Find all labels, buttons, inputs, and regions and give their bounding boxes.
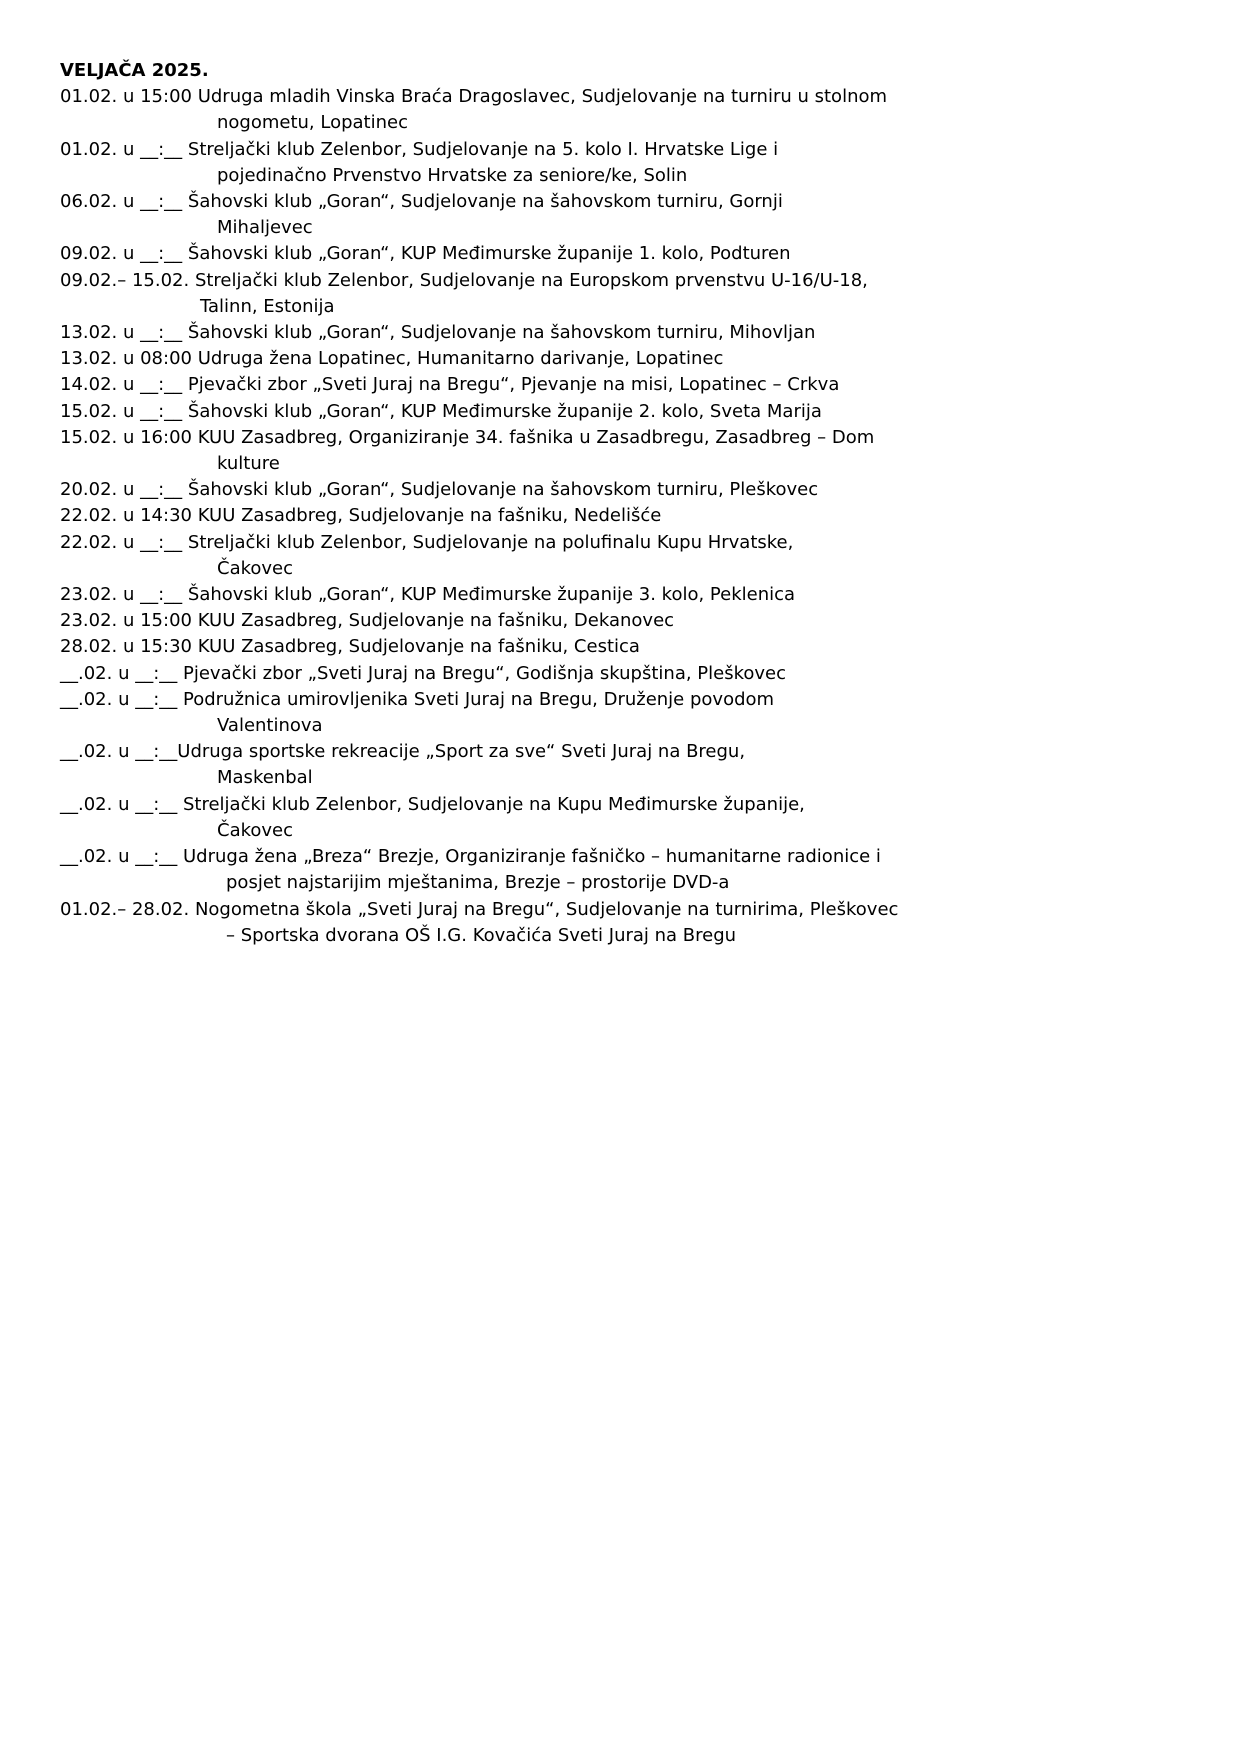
event-entry [60, 268, 1180, 320]
event-list [60, 84, 1180, 949]
event-continuation-line: posjet najstarijim mještanima, Brezje – prostorije DVD-a [226, 872, 730, 894]
event-line: __.02. u __:__ Udruga žena „Breza“ Brezje, Organiziranje fašničko – humanitarne radionice i [60, 846, 881, 868]
event-continuation-line: Mihaljevec [217, 217, 313, 239]
event-continuation-line: – Sportska dvorana OŠ I.G. Kovačića Sveti Juraj na Bregu [226, 924, 737, 946]
event-entry [60, 320, 1180, 346]
event-continuation-line: nogometu, Lopatinec [217, 112, 408, 134]
event-continuation-line: kulture [217, 453, 280, 475]
event-entry [60, 503, 1180, 529]
event-line: 01.02. u 15:00 Udruga mladih Vinska Braća Dragoslavec, Sudjelovanje na turniru u stolnom [60, 86, 888, 108]
event-line: 23.02. u 15:00 KUU Zasadbreg, Sudjelovanje na fašniku, Dekanovec [60, 610, 675, 632]
event-line: 28.02. u 15:30 KUU Zasadbreg, Sudjelovanje na fašniku, Cestica [60, 636, 640, 658]
event-line: 06.02. u __:__ Šahovski klub „Goran“, Sudjelovanje na šahovskom turniru, Gornji [60, 191, 783, 213]
event-line: 01.02. u __:__ Streljački klub Zelenbor, Sudjelovanje na 5. kolo I. Hrvatske Lige i [60, 138, 779, 160]
event-entry [60, 608, 1180, 634]
event-entry [60, 84, 1180, 136]
event-line: __.02. u __:__ Streljački klub Zelenbor, Sudjelovanje na Kupu Međimurske županije, [60, 793, 805, 815]
event-line: 14.02. u __:__ Pjevački zbor „Sveti Juraj na Bregu“, Pjevanje na misi, Lopatinec – Crkva [60, 374, 840, 396]
event-entry [60, 399, 1180, 425]
event-entry [60, 530, 1180, 582]
event-continuation-line: Maskenbal [217, 767, 313, 789]
event-entry [60, 634, 1180, 660]
event-entry [60, 844, 1180, 896]
event-continuation-line: Čakovec [217, 819, 294, 841]
event-entry [60, 425, 1180, 477]
event-line: __.02. u __:__ Podružnica umirovljenika Sveti Juraj na Bregu, Druženje povodom [60, 688, 775, 710]
month-heading: VELJAČA 2025. [60, 60, 209, 81]
event-entry [60, 739, 1180, 791]
event-line: 20.02. u __:__ Šahovski klub „Goran“, Sudjelovanje na šahovskom turniru, Pleškovec [60, 479, 819, 501]
document-page [60, 58, 1180, 949]
event-entry [60, 687, 1180, 739]
event-line: __.02. u __:__ Pjevački zbor „Sveti Juraj na Bregu“, Godišnja skupština, Pleškovec [60, 662, 787, 684]
event-continuation-line: Čakovec [217, 557, 294, 579]
event-continuation-line: Talinn, Estonija [200, 295, 335, 317]
event-entry [60, 372, 1180, 398]
event-line: 22.02. u 14:30 KUU Zasadbreg, Sudjelovanje na fašniku, Nedelišće [60, 505, 662, 527]
event-entry [60, 137, 1180, 189]
event-line: 13.02. u 08:00 Udruga žena Lopatinec, Humanitarno darivanje, Lopatinec [60, 348, 724, 370]
event-entry [60, 189, 1180, 241]
event-line: 23.02. u __:__ Šahovski klub „Goran“, KUP Međimurske županije 3. kolo, Peklenica [60, 584, 796, 606]
event-line: 15.02. u 16:00 KUU Zasadbreg, Organiziranje 34. fašnika u Zasadbregu, Zasadbreg – Dom [60, 426, 875, 448]
event-entry [60, 477, 1180, 503]
event-continuation-line: Valentinova [217, 715, 323, 737]
event-line: __.02. u __:__Udruga sportske rekreacije „Sport za sve“ Sveti Juraj na Bregu, [60, 741, 746, 763]
event-line: 09.02.– 15.02. Streljački klub Zelenbor, Sudjelovanje na Europskom prvenstvu U-16/U-18, [60, 269, 868, 291]
event-line: 15.02. u __:__ Šahovski klub „Goran“, KUP Međimurske županije 2. kolo, Sveta Marija [60, 400, 822, 422]
event-entry [60, 897, 1180, 949]
event-entry [60, 346, 1180, 372]
event-line: 22.02. u __:__ Streljački klub Zelenbor, Sudjelovanje na polufinalu Kupu Hrvatske, [60, 531, 794, 553]
event-line: 13.02. u __:__ Šahovski klub „Goran“, Sudjelovanje na šahovskom turniru, Mihovljan [60, 322, 816, 344]
event-entry [60, 661, 1180, 687]
event-entry [60, 582, 1180, 608]
event-line: 09.02. u __:__ Šahovski klub „Goran“, KUP Međimurske županije 1. kolo, Podturen [60, 243, 791, 265]
event-line: 01.02.– 28.02. Nogometna škola „Sveti Juraj na Bregu“, Sudjelovanje na turnirima, Pleškovec [60, 898, 899, 920]
event-entry [60, 241, 1180, 267]
event-entry [60, 792, 1180, 844]
event-continuation-line: pojedinačno Prvenstvo Hrvatske za seniore/ke, Solin [217, 164, 688, 186]
